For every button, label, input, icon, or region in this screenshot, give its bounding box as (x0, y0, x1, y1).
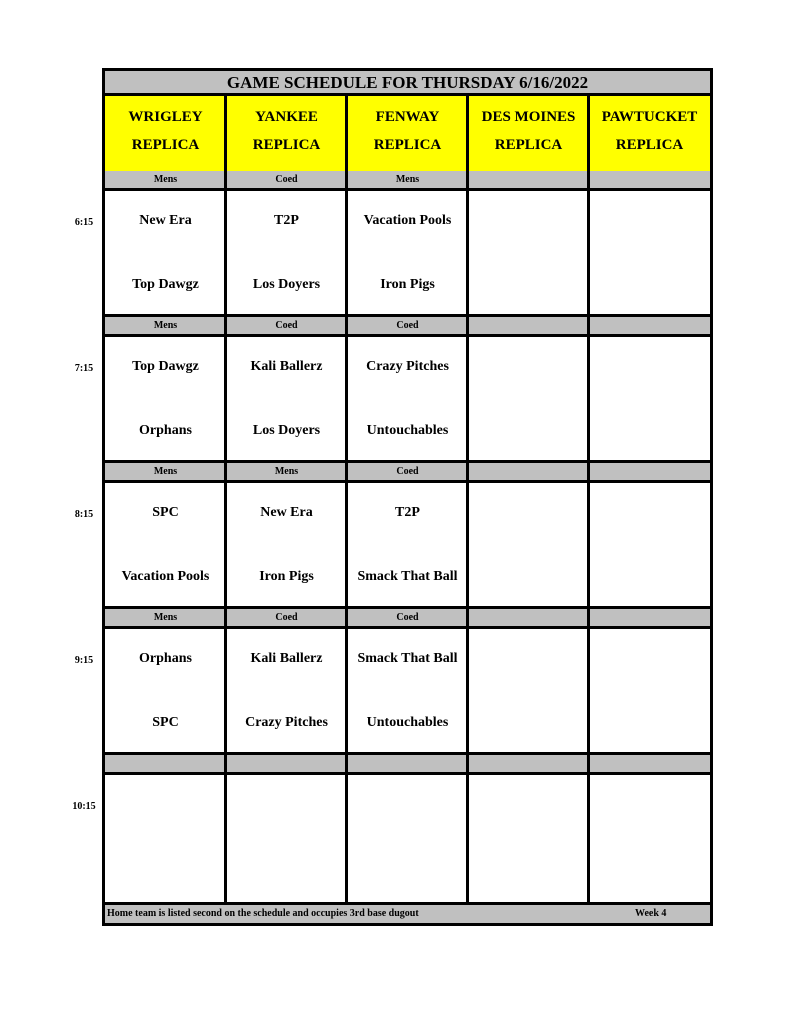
field-subtitle: REPLICA (131, 137, 200, 153)
away-team: T2P (274, 213, 299, 228)
home-team: Top Dawgz (132, 277, 199, 292)
field-name: DES MOINES (481, 109, 576, 125)
field-subtitle: REPLICA (252, 137, 321, 153)
away-team: Orphans (139, 651, 192, 666)
field-name: FENWAY (375, 109, 440, 125)
home-team: Los Doyers (252, 423, 321, 438)
column-divider (345, 96, 348, 902)
division-row (105, 317, 710, 337)
home-team: Iron Pigs (259, 569, 314, 584)
division-label: Coed (275, 612, 298, 623)
division-label (468, 463, 589, 480)
division-label: Coed (396, 320, 419, 331)
home-team: Untouchables (366, 715, 449, 730)
field-header (347, 96, 468, 171)
week-label: Week 4 (635, 908, 667, 919)
away-team: Smack That Ball (357, 651, 458, 666)
away-team: Kali Ballerz (250, 359, 323, 374)
time-label: 6:15 (74, 217, 94, 228)
away-team: New Era (260, 505, 313, 520)
division-label (226, 755, 347, 772)
away-team: T2P (395, 505, 420, 520)
column-divider (466, 96, 469, 902)
division-row (105, 463, 710, 483)
field-header (589, 96, 710, 171)
time-label: 8:15 (74, 509, 94, 520)
division-label: Coed (275, 320, 298, 331)
home-team-note: Home team is listed second on the schedule and occupies 3rd base dugout (107, 908, 419, 919)
field-subtitle: REPLICA (373, 137, 442, 153)
home-team: Vacation Pools (121, 569, 210, 584)
field-name: PAWTUCKET (601, 109, 698, 125)
footer-bar (105, 902, 710, 923)
division-label (347, 755, 468, 772)
division-label (589, 609, 710, 626)
field-name: YANKEE (255, 109, 318, 125)
division-label: Coed (275, 174, 298, 185)
time-label: 9:15 (74, 655, 94, 666)
field-subtitle: REPLICA (494, 137, 563, 153)
schedule-title: GAME SCHEDULE FOR THURSDAY 6/16/2022 (105, 71, 710, 96)
field-name: WRIGLEY (128, 109, 203, 125)
home-team: Los Doyers (252, 277, 321, 292)
home-team: Smack That Ball (357, 569, 458, 584)
time-label: 7:15 (74, 363, 94, 374)
away-team: Top Dawgz (132, 359, 199, 374)
column-divider (224, 96, 227, 902)
division-label (468, 609, 589, 626)
division-label: Mens (153, 174, 178, 185)
column-divider (587, 96, 590, 902)
away-team: Kali Ballerz (250, 651, 323, 666)
division-label: Coed (396, 466, 419, 477)
division-label: Mens (395, 174, 420, 185)
division-label (589, 317, 710, 334)
division-label: Mens (153, 320, 178, 331)
field-header (226, 96, 347, 171)
away-team: SPC (152, 505, 179, 520)
division-label (105, 755, 226, 772)
division-label (468, 171, 589, 188)
away-team: Vacation Pools (363, 213, 452, 228)
time-label: 10:15 (72, 801, 96, 812)
home-team: Crazy Pitches (245, 715, 328, 730)
home-team: Iron Pigs (380, 277, 435, 292)
field-subtitle: REPLICA (615, 137, 684, 153)
division-label (468, 755, 589, 772)
away-team: New Era (139, 213, 192, 228)
division-label (589, 463, 710, 480)
division-label: Mens (153, 612, 178, 623)
division-row (105, 755, 710, 775)
division-row (105, 171, 710, 191)
home-team: Untouchables (366, 423, 449, 438)
field-header-row (105, 96, 710, 174)
schedule-table (102, 68, 713, 926)
division-label: Coed (396, 612, 419, 623)
home-team: SPC (152, 715, 179, 730)
field-header (105, 96, 226, 171)
division-label (589, 755, 710, 772)
away-team: Crazy Pitches (366, 359, 449, 374)
division-label: Mens (153, 466, 178, 477)
division-label (589, 171, 710, 188)
division-label (468, 317, 589, 334)
home-team: Orphans (139, 423, 192, 438)
division-label: Mens (274, 466, 299, 477)
field-header (468, 96, 589, 171)
division-row (105, 609, 710, 629)
